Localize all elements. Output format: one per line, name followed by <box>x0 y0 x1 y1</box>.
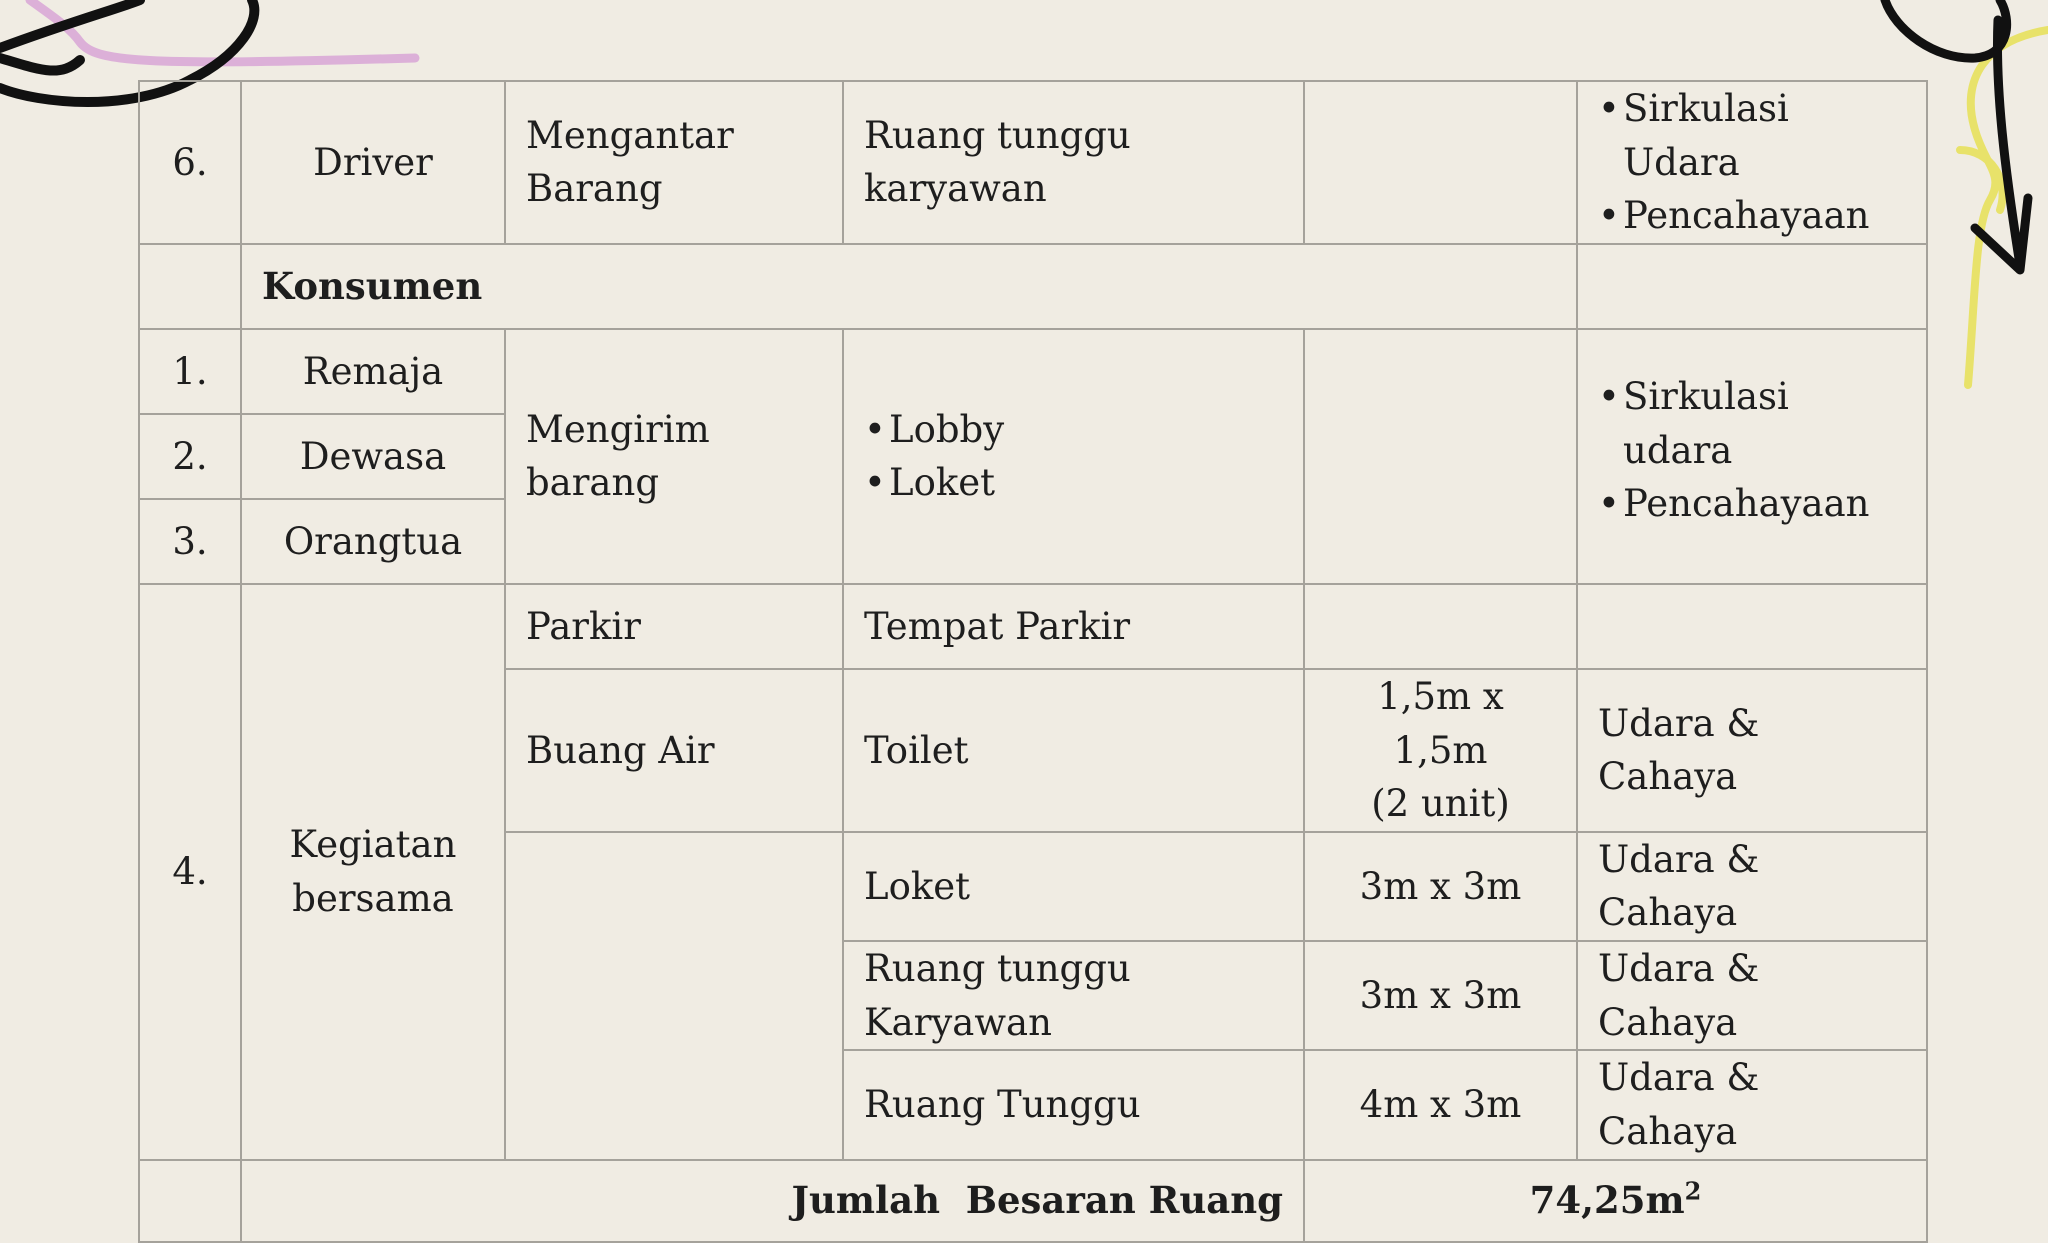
space-list <box>864 403 1283 510</box>
activity-cell: Parkir <box>505 584 843 669</box>
size-cell <box>1304 81 1577 244</box>
total-value-number: 74,25m <box>1529 1177 1685 1222</box>
requirement-cell <box>1577 329 1927 584</box>
size-line: (2 unit) <box>1371 782 1510 826</box>
empty-cell <box>1577 244 1927 329</box>
table-row <box>139 584 1927 669</box>
requirement-cell <box>1577 584 1927 669</box>
requirement-cell: Udara & Cahaya <box>1577 832 1927 941</box>
table-row <box>139 81 1927 244</box>
list-item: • Pencahayaan <box>1598 189 1906 243</box>
user-cell: Remaja <box>241 329 505 414</box>
space-cell: Tempat Parkir <box>843 584 1304 669</box>
user-cell: Dewasa <box>241 414 505 499</box>
activity-cell <box>505 832 843 1160</box>
table-row <box>139 244 1927 329</box>
space-cell <box>843 329 1304 584</box>
user-cell: Driver <box>241 81 505 244</box>
user-cell: Orangtua <box>241 499 505 584</box>
activity-cell: Mengirim barang <box>505 329 843 584</box>
total-label: Jumlah Besaran Ruang <box>241 1160 1304 1242</box>
requirement-list <box>1598 370 1906 531</box>
yellow-scribble-right <box>1960 30 2048 385</box>
row-number: 1. <box>139 329 241 414</box>
user-cell <box>241 584 505 1160</box>
size-cell <box>1304 329 1577 584</box>
pink-scribble <box>30 0 415 62</box>
table-row <box>139 329 1927 414</box>
size-cell: 3m x 3m <box>1304 832 1577 941</box>
requirement-cell: Udara & Cahaya <box>1577 669 1927 832</box>
space-cell: Ruang tunggu karyawan <box>843 81 1304 244</box>
requirement-list <box>1598 82 1906 243</box>
list-item: • Sirkulasi udara <box>1598 370 1906 477</box>
empty-cell <box>139 1160 241 1242</box>
list-item: • Lobby <box>864 403 1283 457</box>
total-value <box>1304 1160 1927 1242</box>
requirement-cell: Udara & Cahaya <box>1577 1050 1927 1159</box>
size-cell <box>1304 584 1577 669</box>
row-number: 2. <box>139 414 241 499</box>
space-cell: Loket <box>843 832 1304 941</box>
activity-cell <box>505 81 843 244</box>
space-cell: Toilet <box>843 669 1304 832</box>
user-line: bersama <box>292 876 454 920</box>
empty-cell <box>139 244 241 329</box>
row-number: 4. <box>139 584 241 1160</box>
row-number: 3. <box>139 499 241 584</box>
size-cell: 3m x 3m <box>1304 941 1577 1050</box>
activity-cell: Buang Air <box>505 669 843 832</box>
list-item: • Loket <box>864 456 1283 510</box>
activity-line: Barang <box>526 167 663 211</box>
requirement-cell: Udara & Cahaya <box>1577 941 1927 1050</box>
total-unit-exponent: 2 <box>1684 1176 1702 1206</box>
list-item: • Sirkulasi Udara <box>1598 82 1906 189</box>
size-cell <box>1304 669 1577 832</box>
section-header: Konsumen <box>241 244 1577 329</box>
requirement-cell <box>1577 81 1927 244</box>
size-line: 1,5m x 1,5m <box>1377 674 1504 772</box>
table-row <box>139 1160 1927 1242</box>
user-line: Kegiatan <box>289 823 457 867</box>
size-cell: 4m x 3m <box>1304 1050 1577 1159</box>
space-requirements-table <box>138 80 1928 1243</box>
space-cell: Ruang tunggu Karyawan <box>843 941 1304 1050</box>
list-item: • Pencahayaan <box>1598 477 1906 531</box>
activity-line: Mengantar <box>526 113 734 157</box>
row-number: 6. <box>139 81 241 244</box>
space-cell: Ruang Tunggu <box>843 1050 1304 1159</box>
